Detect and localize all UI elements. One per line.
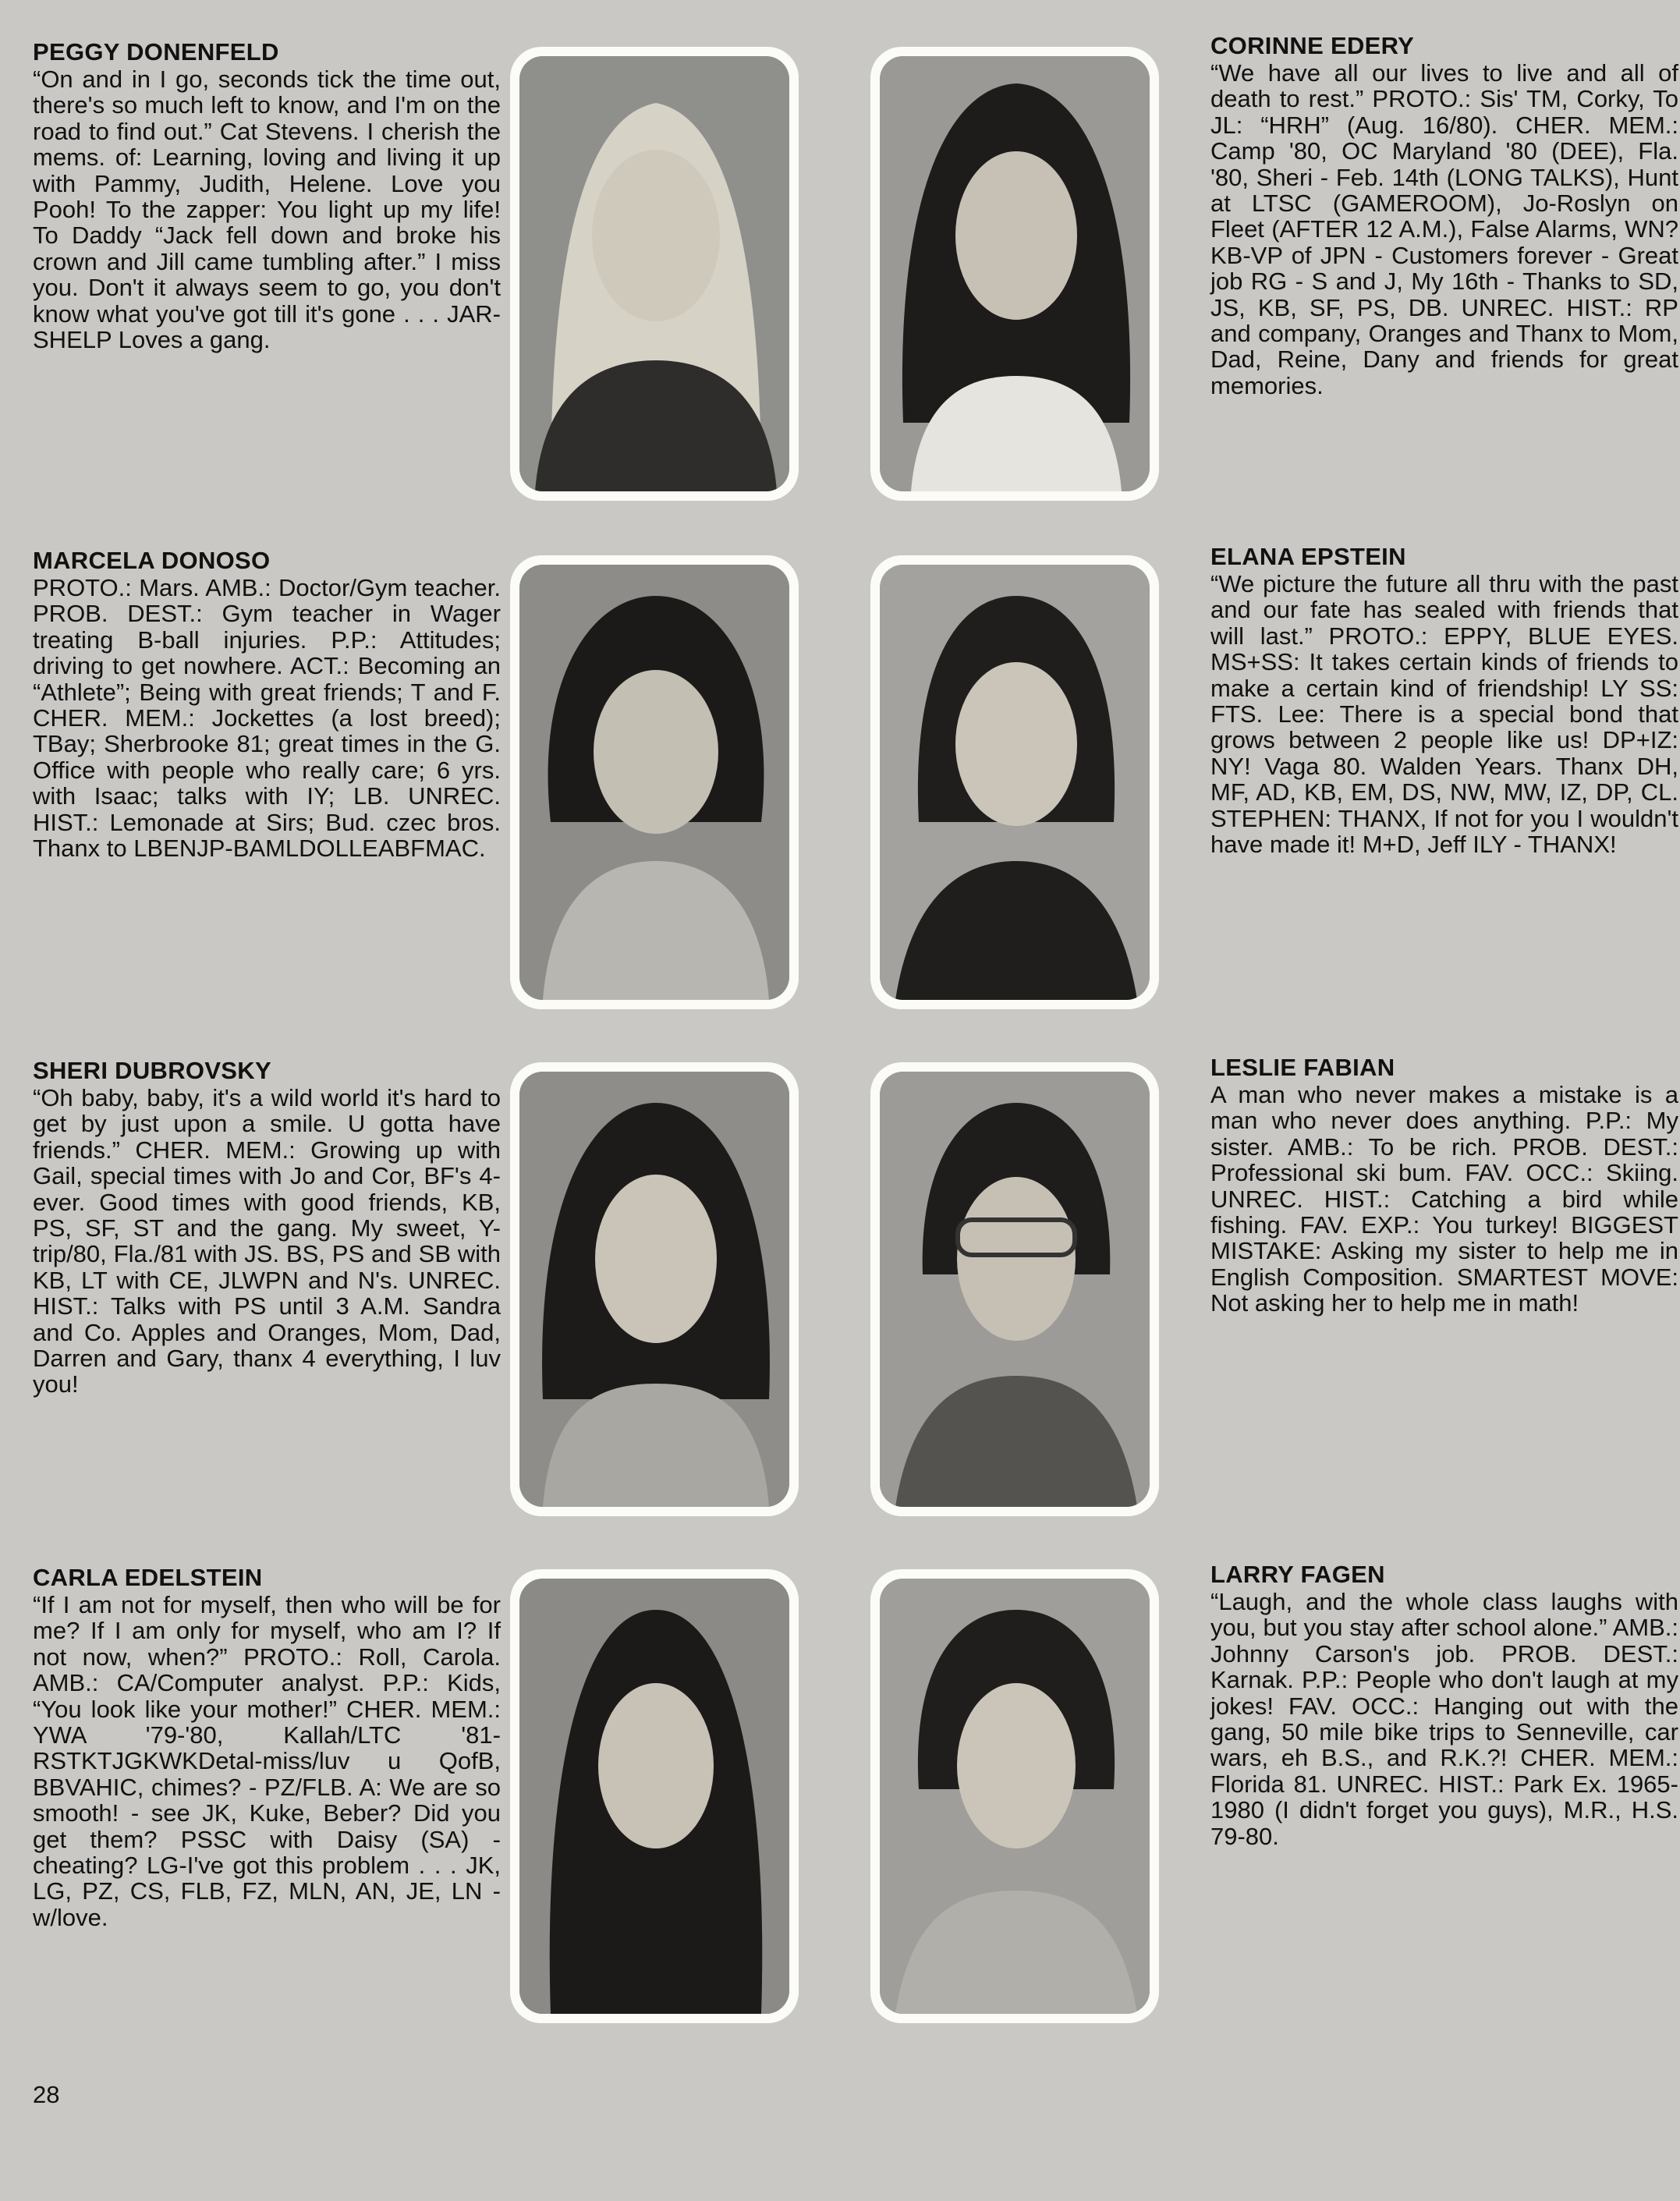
student-name: CORINNE EDERY [1210,32,1415,59]
student-name: PEGGY DONENFELD [33,38,279,66]
portrait-photo [870,47,1159,501]
student-bio: “Oh baby, baby, it's a wild world it's hard to get by just upon a smile. U gotta have friends.” CHER. MEM.: Growing up with Gail, special times with Jo and Cor, BF's 4-ever. Good times with good friends, KB, PS, SF, ST and the gang. My sweet, Y-trip/80, Fla./81 with JS. BS, PS and SB with KB, LT with CE, JLWPN and N's. UNREC. HIST.: Talks with PS until 3 A.M. Sandra and Co. Apples and Oranges, Mom, Dad, Darren and Gary, thanx 4 everything, I luv you! [33,1084,501,1398]
student-name: MARCELA DONOSO [33,547,271,574]
portrait-photo [510,555,799,1009]
entry-elana-epstein [1210,544,1678,857]
entry-sheri-dubrovsky [33,1058,501,1398]
student-name: LESLIE FABIAN [1210,1054,1395,1081]
portrait-photo [870,1062,1159,1516]
entry-corinne-edery [1210,33,1678,399]
entry-larry-fagen [1210,1561,1678,1849]
student-bio: “If I am not for myself, then who will be for me? If I am only for myself, who am I? If not now, when?” PROTO.: Roll, Carola. AMB.: CA/Computer analyst. P.P.: Kids, “You look like your mother!” CHER. MEM.: YWA '79-'80, Kallah/LTC '81-RSTKTJGKWKDetal-miss/luv u QofB, BBVAHIC, chimes? - PZ/FLB. A: We are so smooth! - see JK, Kuke, Beber? Did you get them? PSSC with Daisy (SA) - cheating? LG-I've got this problem . . . JK, LG, PZ, CS, FLB, FZ, MLN, AN, JE, LN - w/love. [33,1591,501,1931]
student-name: ELANA EPSTEIN [1210,543,1406,570]
portrait-photo [510,1062,799,1516]
entry-leslie-fabian [1210,1054,1678,1317]
student-name: SHERI DUBROVSKY [33,1057,271,1084]
student-name: LARRY FAGEN [1210,1561,1385,1588]
entry-carla-edelstein [33,1565,501,1930]
portrait-photo [870,1569,1159,2023]
student-name: CARLA EDELSTEIN [33,1564,263,1591]
portrait-photo [870,555,1159,1009]
student-bio: “We picture the future all thru with the past and our fate has sealed with friends that will last.” PROTO.: EPPY, BLUE EYES. MS+SS: It takes certain kinds of friends to make a certain kind of friendship! LY SS: FTS. Lee: There is a special bond that grows between 2 people like us! DP+IZ: NY! Vaga 80. Walden Years. Thanx DH, MF, AD, KB, EM, DS, NW, MW, IZ, DP, CL. STEPHEN: THANX, If not for you I wouldn't have made it! M+D, Jeff ILY - THANX! [1210,570,1678,859]
entry-peggy-donenfeld [33,39,501,353]
student-bio: A man who never makes a mistake is a man who never does anything. P.P.: My sister. AMB.: To be rich. PROB. DEST.: Professional ski bum. FAV. OCC.: Skiing. UNREC. HIST.: Catching a bird while fishing. FAV. EXP.: You turkey! BIGGEST MISTAKE: Asking my sister to help me in English Composition. SMARTEST MOVE: Not asking her to help me in math! [1210,1081,1678,1317]
portrait-photo [510,1569,799,2023]
student-bio: “On and in I go, seconds tick the time out, there's so much left to know, and I'm on the road to find out.” Cat Stevens. I cherish the mems. of: Learning, loving and living it up with Pammy, Judith, Helene. Love you Pooh! To the zapper: You light up my life! To Daddy “Jack fell down and broke his crown and Jill came tumbling after.” I miss you. Don't it always seem to go, you don't know what you've got till it's gone . . . JAR-SHELP Loves a gang. [33,66,501,354]
student-bio: “We have all our lives to live and all of death to rest.” PROTO.: Sis' TM, Corky, To JL: “HRH” (Aug. 16/80). CHER. MEM.: Camp '80, OC Maryland '80 (DEE), Fla. '80, Sheri - Feb. 14th (LONG TALKS), Hunt at LTSC (GAMEROOM), Jo-Roslyn on Fleet (AFTER 12 A.M.), False Alarms, WN? KB-VP of JPN - Customers forever - Great job RG - S and J, My 16th - Thanks to SD, JS, KB, SF, PS, DB. UNREC. HIST.: RP and company, Oranges and Thanx to Mom, Dad, Reine, Dany and friends for great memories. [1210,59,1678,399]
page-number: 28 [33,2081,60,2108]
portrait-photo [510,47,799,501]
entry-marcela-donoso [33,548,501,861]
student-bio: “Laugh, and the whole class laughs with you, but you stay after school alone.” AMB.: Johnny Carson's job. PROB. DEST.: Karnak. P.P.: People who don't laugh at my jokes! FAV. OCC.: Hanging out with the gang, 50 mile bike trips to Senneville, car wars, eh B.S., and R.K.?! CHER. MEM.: Florida 81. UNREC. HIST.: Park Ex. 1965-1980 (I didn't forget you guys), M.R., H.S. 79-80. [1210,1588,1678,1850]
student-bio: PROTO.: Mars. AMB.: Doctor/Gym teacher. PROB. DEST.: Gym teacher in Wager treating B-ball injuries. P.P.: Attitudes; driving to get nowhere. ACT.: Becoming an “Athlete”; Being with great friends; T and F. CHER. MEM.: Jockettes (a lost breed); TBay; Sherbrooke 81; great times in the G. Office with people who really care; 6 yrs. with Isaac; talks with IY; LB. UNREC. HIST.: Lemonade at Sirs; Bud. czec bros. Thanx to LBENJP-BAMLDOLLEABFMAC. [33,574,501,863]
